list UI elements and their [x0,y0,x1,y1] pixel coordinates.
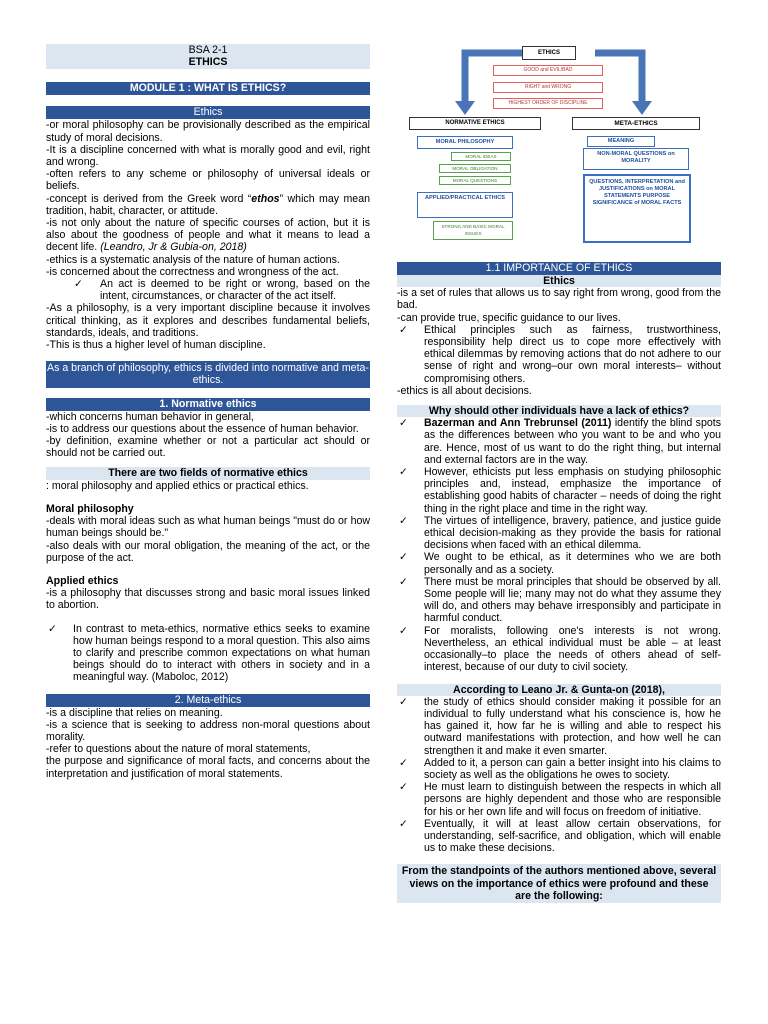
bullet-text: Added to it, a person can gain a better insight into his claims to society as well as the obligations he owes to society. [424,756,721,781]
moral-line: -also deals with our moral obligation, the meaning of the act, or the purpose of the act. [46,539,370,564]
check-icon: ✓ [48,622,57,635]
importance-sub: Ethics [397,275,721,287]
greek-paragraph [46,193,370,217]
module-title: MODULE 1 : WHAT IS ETHICS? [46,82,370,95]
diagram-red-1: GOOD and EVIL/BAD [493,65,603,76]
ethics-line: -ethics is a systematic analysis of the nature of human actions. [46,253,340,266]
moral-line: -deals with moral ideas such as what human beings "must do or how human beings should be." [46,515,370,540]
meta-line: the purpose and significance of moral facts, and concerns about the interpretation and justification of moral statements. [46,755,370,780]
list-item [397,818,721,855]
bullet-text: However, ethicists put less emphasis on studying philosophic principles and, instead, emphasize the importance of establishing good habits of character – needs of doing the right thing in the right place and time in the right way. [424,466,721,515]
check-icon: ✓ [399,323,408,336]
diagram-red-3: HIGHEST ORDER OF DISCIPLINE [493,98,603,109]
check-icon: ✓ [399,695,408,708]
applied-text: -is a philosophy that discusses strong and basic moral issues linked to abortion. [46,587,370,612]
bullet-text: identify the blind spots as the differences between who you want to be and who you are. Hence, most of us want to do the right thing, but internal and external factors are in the way. [424,417,721,466]
bullet-text: the study of ethics should consider making it possible for an individual to fully understand what his conscience is, how he has gained it, how far he is willing and able to respect his outward manifestations with protection, and how well he can strengthen it and make it even smarter. [424,695,721,757]
normative-bullets [46,623,370,684]
diagram-strong: STRONG AND BASIC MORAL ISSUES [433,221,513,240]
check-icon: ✓ [399,624,408,637]
check-icon: ✓ [399,514,408,527]
ethics-line: -often refers to any scheme or philosophy of universal ideals or beliefs. [46,168,370,193]
bullet-text: An act is deemed to be right or wrong, based on the intent, circumstances, or character of the act itself. [100,278,370,303]
diagram-ethics: ETHICS [522,46,576,60]
list-item [397,417,721,466]
meta-line: -is a science that is seeking to address non-moral questions about morality. [46,718,370,743]
importance-line: -is a set of rules that allows us to say right from wrong, good from the bad. [397,287,721,312]
why-bullets [397,417,721,673]
ethics-line: -or moral philosophy can be provisionally described as the empirical study of moral decisions. [46,119,370,144]
diagram-meta: META-ETHICS [572,117,700,130]
leano-heading: According to Leano Jr. & Gunta-on (2018), [397,684,721,696]
list-item [397,324,721,385]
diagram-questions: QUESTIONS, INTERPRETATION and JUSTIFICATIONS on MORAL STATEMENTS PURPOSE SIGNIFICANCE of MORAL FACTS [583,174,691,243]
class-label: BSA 2-1 [188,44,228,56]
greek-post: ” which may mean tradition, habit, character, or attitude. [46,192,370,217]
ethics-line: -As a philosophy, is a very important discipline because it involves critical thinking, as it explores and describes fundamental beliefs, standards, ideals, and traditions. [46,302,370,339]
fields-text: : moral philosophy and applied ethics or practical ethics. [46,479,309,492]
closing-note: From the standpoints of the authors mentioned above, several views on the importance of ethics were profound and these are the following: [397,864,721,903]
check-icon: ✓ [399,756,408,769]
list-item [397,696,721,757]
fields-heading: There are two fields of normative ethics [46,467,370,479]
diagram-meaning: MEANING [587,136,655,147]
bullet-text: We ought to be ethical, as it determines who we are both personally and as a society. [424,551,721,576]
moral-philosophy-title: Moral philosophy [46,502,134,515]
leano-bullets [397,696,721,855]
right-column [397,43,721,903]
diagram-green-1: MORAL IDEAS [451,152,511,161]
left-column [46,44,370,780]
list-item [397,515,721,552]
ethics-heading: Ethics [46,106,370,119]
decent-citation: (Leandro, Jr & Gubia-on, 2018) [100,241,247,254]
ethics-diagram [397,43,721,261]
meta-line: -is a discipline that relies on meaning. [46,706,223,719]
list-item [397,781,721,818]
diagram-nonmoral: NON-MORAL QUESTIONS on MORALITY [583,148,689,170]
meta-line: -refer to questions about the nature of moral statements, [46,743,311,756]
normative-line: -is to address our questions about the essence of human behavior. [46,422,359,435]
ethics-bullets [46,278,370,302]
check-icon: ✓ [399,575,408,588]
diagram-normative: NORMATIVE ETHICS [409,117,541,130]
bullet-text: The virtues of intelligence, bravery, patience, and justice guide ethical decision-making as they provide the basis for rational decisions when faced with an ethical dilemma. [424,514,721,552]
check-icon: ✓ [399,417,408,430]
normative-line: -by definition, examine whether or not a particular act should or should not be carried out. [46,435,370,460]
bullet-text: In contrast to meta-ethics, normative ethics seeks to examine how human beings respond to a moral question. This also aims to clarify and prescribe common expectations on what human beings should do to interact with others in society and in a meaningful way. (Maboloc, 2012) [73,622,370,684]
ethics-line: -is concerned about the correctness and wrongness of the act. [46,265,339,278]
list-item [46,623,370,684]
greek-word: ethos [251,192,280,205]
list-item [397,466,721,515]
list-item [46,278,370,302]
why-heading: Why should other individuals have a lack of ethics? [397,405,721,417]
importance-end: -ethics is all about decisions. [397,384,532,397]
diagram-applied: APPLIED/PRACTICAL ETHICS [417,192,513,218]
ethics-line: -This is thus a higher level of human discipline. [46,339,266,352]
check-icon: ✓ [74,278,83,291]
list-item [397,625,721,674]
document-header [46,44,370,69]
bullet-text: For moralists, following one's interests is not wrong. Nevertheless, an ethical individual must be able – at least occasionally–to place the needs of others ahead of self-interest, because of our duty to civil society. [424,624,721,674]
importance-heading: 1.1 IMPORTANCE OF ETHICS [397,262,721,275]
bullet-text: Eventually, it will at least allow certain observations, for understanding, self-sacrifice, and obligation, which will enable us to make these decisions. [424,817,721,855]
decent-pre: -is not only about the nature of specific courses of action, but it is also about the goodness of people and what it means to lead a decent life. [46,217,370,254]
bullet-text: There must be moral principles that should be observed by all. Some people will lie; many may not do what they assume they will do, and others may behave irresponsibly and participate in harmful conduct. [424,575,721,625]
normative-line: -which concerns human behavior in general, [46,410,254,423]
check-icon: ✓ [399,781,408,794]
meta-heading: 2. Meta-ethics [46,694,370,707]
bullet-text: Ethical principles such as fairness, trustworthiness, responsibility help direct us to cope more effectively with ethical dilemmas by removing actions that do not adhere to our sense of right and wrong–our own moral interests– without compromising others. [424,323,721,385]
list-item [397,576,721,625]
decent-paragraph [46,217,370,254]
subject-label: ETHICS [188,56,228,69]
importance-bullets [397,324,721,385]
importance-line: -can provide true, specific guidance to our lives. [397,311,621,324]
check-icon: ✓ [399,551,408,564]
check-icon: ✓ [399,817,408,830]
diagram-green-3: MORAL QUESTIONS [439,176,511,185]
bullet-text: He must learn to distinguish between the respects in which all persons are highly dependent and those who are responsible for his or her own life and will focus on freedom of initiative. [424,781,721,818]
ethics-line: -It is a discipline concerned with what is morally good and evil, right and wrong. [46,143,370,169]
list-item [397,757,721,781]
bullet-bold: Bazerman and Ann Trebrunsel (2011) [424,417,612,430]
greek-pre: -concept is derived from the Greek word “ [46,192,252,205]
normative-heading: 1. Normative ethics [46,398,370,411]
diagram-moral-philosophy: MORAL PHILOSOPHY [417,136,513,149]
list-item [397,551,721,575]
branch-note: As a branch of philosophy, ethics is divided into normative and meta-ethics. [47,362,369,387]
diagram-green-2: MORAL OBLIGATION [439,164,511,173]
applied-ethics-title: Applied ethics [46,574,119,587]
diagram-red-2: RIGHT and WRONG [493,82,603,93]
check-icon: ✓ [399,466,408,479]
